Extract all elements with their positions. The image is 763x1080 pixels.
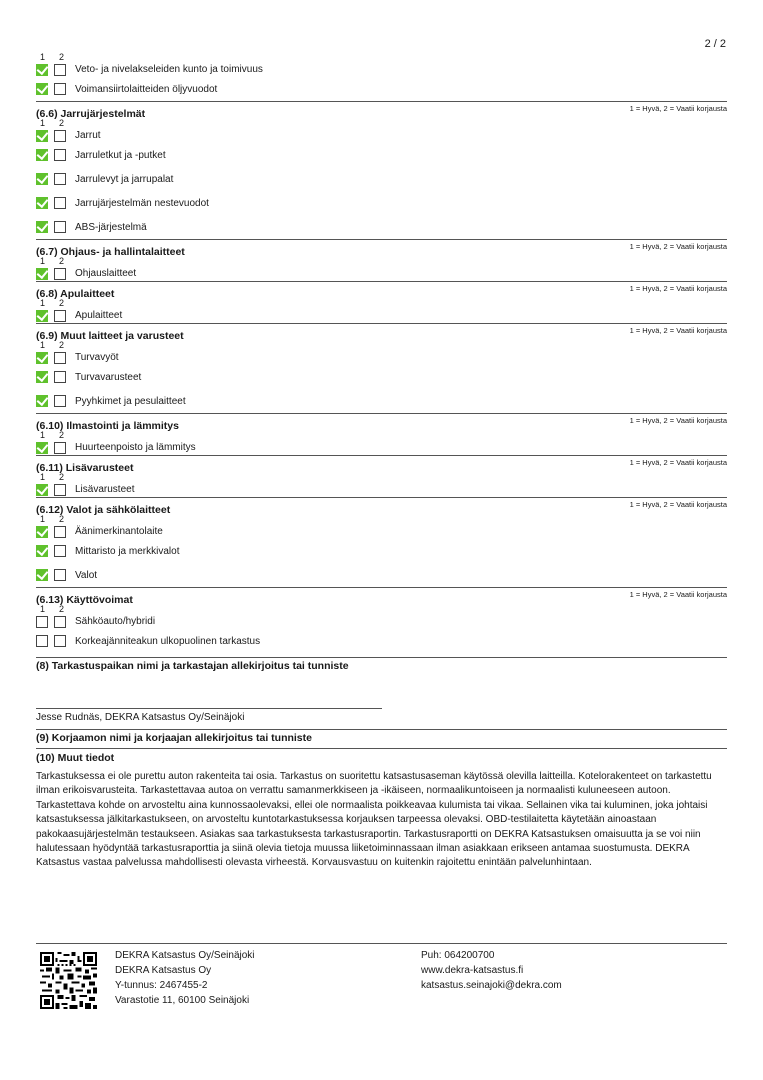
signature-line (36, 708, 382, 709)
column-label-good: 1 (40, 472, 46, 482)
checklist-item (36, 629, 727, 653)
section-title: (6.9) Muut laitteet ja varusteet (36, 330, 184, 342)
checklist-section (36, 323, 727, 413)
qr-code-icon (40, 952, 97, 1009)
checklist-item-label: Valot (75, 569, 98, 581)
good-checkbox[interactable] (36, 635, 48, 647)
column-label-repair: 2 (59, 256, 65, 266)
needs-repair-checkbox[interactable] (54, 484, 66, 496)
checklist-section (36, 497, 727, 587)
needs-repair-checkbox[interactable] (54, 352, 66, 364)
checklist-item (36, 365, 727, 389)
checklist-item (36, 440, 727, 455)
needs-repair-checkbox[interactable] (54, 130, 66, 142)
checklist-item-label: ABS-järjestelmä (75, 221, 147, 233)
section-header (36, 455, 727, 472)
checklist-item-label: Ohjauslaitteet (75, 268, 137, 279)
checklist-item (36, 308, 727, 323)
column-label-repair: 2 (59, 52, 65, 62)
column-label-good: 1 (40, 298, 46, 308)
checklist-item-label: Äänimerkinantolaite (75, 526, 163, 537)
needs-repair-checkbox[interactable] (54, 221, 66, 233)
contact-info (421, 948, 562, 1009)
column-numbers (36, 604, 727, 614)
section-title: (6.12) Valot ja sähkölaitteet (36, 504, 171, 516)
inspection-site-section (36, 657, 727, 723)
needs-repair-checkbox[interactable] (54, 635, 66, 647)
email-link[interactable]: katsastus.seinajoki@dekra.com (421, 980, 562, 991)
checklist-item-label: Turvavyöt (75, 352, 119, 363)
good-checkbox[interactable] (36, 149, 48, 161)
column-label-repair: 2 (59, 514, 65, 524)
checklist-section (36, 239, 727, 281)
good-checkbox[interactable] (36, 268, 48, 280)
section-title: (6.11) Lisävarusteet (36, 462, 134, 474)
section-header (36, 101, 727, 118)
checklist-item-label: Veto- ja nivelakseleiden kunto ja toimivuus (75, 64, 263, 75)
column-label-good: 1 (40, 52, 46, 62)
checklist-item (36, 167, 727, 191)
good-checkbox[interactable] (36, 442, 48, 454)
needs-repair-checkbox[interactable] (54, 616, 66, 628)
column-label-repair: 2 (59, 118, 65, 128)
section-title: (6.7) Ohjaus- ja hallintalaitteet (36, 246, 185, 258)
good-checkbox[interactable] (36, 526, 48, 538)
report-body (36, 52, 727, 871)
section-header (36, 239, 727, 256)
page-number: 2 / 2 (704, 38, 726, 50)
rating-legend: 1 = Hyvä, 2 = Vaatii korjausta (629, 104, 727, 113)
notes-title: (10) Muut tiedot (36, 752, 115, 764)
rating-legend: 1 = Hyvä, 2 = Vaatii korjausta (629, 242, 727, 251)
business-id: Y-tunnus: 2467455-2 (115, 980, 208, 991)
section-header (36, 413, 727, 430)
good-checkbox[interactable] (36, 395, 48, 407)
rating-legend: 1 = Hyvä, 2 = Vaatii korjausta (629, 284, 727, 293)
notes-text: Tarkastuksessa ei ole purettu auton rakenteita tai osia. Tarkastus on suoritettu katsastusaseman käytössä olevilla laitteilla. Kotelorakenteet on tarkastettu ilman erikoisvarusteita. Tarkastettavaa autoa on verrattu samanmerkkiseen ja -ikäiseen, normaalikuntoiseen ja normaalisti kuluneeseen autoon. Tarkastettava kohde on arvosteltu aina kunnossaolevaksi, ellei ole normaalista poikkeavaa kulumista tai vikaa. Sellainen vika tai kuluminen, joka johtaisi katsastuksessa jälkitarkastukseen, on arvosteltu kuntotarkastuksessa korjauksen tarpeessa olevaksi. OBD-testilaitetta käytetään ainoastaan pakokaasujärjestelmän testaukseen. Asiakas saa tarkastuksesta tarkastusraportin. Tarkastusraportti on DEKRA Katsastuksen omaisuutta ja se voi niin halutessaan hyödyntää tarkastusraporttia ja siinä olevia tietoja muussa liiketoiminnassaan ilman asiakkaan erikseen antamaa suostumusta. DEKRA Katsastus vastaa palvelussa mahdollisesti olevasta virheestä. Korvausvastuu on kuitenkin rajoitettu enintään palvelunhintaan. (36, 771, 712, 869)
checklist-item-label: Turvavarusteet (75, 371, 142, 383)
good-checkbox[interactable] (36, 173, 48, 185)
column-numbers (36, 472, 727, 482)
checklist-item (36, 389, 727, 413)
section-header (36, 281, 727, 298)
needs-repair-checkbox[interactable] (54, 526, 66, 538)
checklist-item (36, 143, 727, 167)
checklist-section (36, 101, 727, 239)
checklist-item (36, 563, 727, 587)
section-header (36, 323, 727, 340)
checklist-item-label: Jarrulevyt ja jarrupalat (75, 173, 174, 185)
needs-repair-checkbox[interactable] (54, 395, 66, 407)
column-label-good: 1 (40, 514, 46, 524)
needs-repair-checkbox[interactable] (54, 268, 66, 280)
section-title: (6.6) Jarrujärjestelmät (36, 108, 146, 120)
column-label-good: 1 (40, 340, 46, 350)
column-label-good: 1 (40, 256, 46, 266)
good-checkbox[interactable] (36, 545, 48, 557)
checklist-item-label: Jarrut (75, 130, 101, 141)
section-title: (6.8) Apulaitteet (36, 288, 115, 300)
checklist-item-label: Mittaristo ja merkkivalot (75, 545, 180, 557)
checklist-item (36, 77, 727, 101)
checklist-item (36, 482, 727, 497)
good-checkbox[interactable] (36, 197, 48, 209)
needs-repair-checkbox[interactable] (54, 83, 66, 95)
column-label-repair: 2 (59, 472, 65, 482)
company-address: Varastotie 11, 60100 Seinäjoki (115, 995, 250, 1006)
good-checkbox[interactable] (36, 130, 48, 142)
company-info (115, 948, 421, 1009)
rating-legend: 1 = Hyvä, 2 = Vaatii korjausta (629, 500, 727, 509)
column-label-good: 1 (40, 430, 46, 440)
good-checkbox[interactable] (36, 64, 48, 76)
section-title: (6.10) Ilmastointi ja lämmitys (36, 420, 179, 432)
checklist-item (36, 215, 727, 239)
good-checkbox[interactable] (36, 221, 48, 233)
checklist-item-label: Voimansiirtolaitteiden öljyvuodot (75, 83, 218, 95)
checklist-item-label: Korkeajänniteakun ulkopuolinen tarkastus (75, 635, 261, 647)
needs-repair-checkbox[interactable] (54, 173, 66, 185)
good-checkbox[interactable] (36, 371, 48, 383)
checklist-item-label: Lisävarusteet (75, 484, 135, 495)
checklist-item-label: Jarrujärjestelmän nestevuodot (75, 197, 209, 209)
checklist-item (36, 524, 727, 539)
needs-repair-checkbox[interactable] (54, 310, 66, 322)
checklist-section (36, 455, 727, 497)
checklist-item (36, 350, 727, 365)
checklist-section (36, 413, 727, 455)
phone-number: Puh: 064200700 (421, 950, 495, 961)
column-label-good: 1 (40, 604, 46, 614)
needs-repair-checkbox[interactable] (54, 64, 66, 76)
good-checkbox[interactable] (36, 352, 48, 364)
notes-section (36, 748, 727, 871)
rating-legend: 1 = Hyvä, 2 = Vaatii korjausta (629, 590, 727, 599)
workshop-section (36, 729, 727, 744)
inspection-site-title: (8) Tarkastuspaikan nimi ja tarkastajan allekirjoitus tai tunniste (36, 660, 349, 672)
rating-legend: 1 = Hyvä, 2 = Vaatii korjausta (629, 458, 727, 467)
rating-legend: 1 = Hyvä, 2 = Vaatii korjausta (629, 326, 727, 335)
website-link[interactable]: www.dekra-katsastus.fi (421, 965, 524, 976)
checklist-item-label: Huurteenpoisto ja lämmitys (75, 442, 196, 453)
good-checkbox[interactable] (36, 310, 48, 322)
checklist-item (36, 539, 727, 563)
column-label-repair: 2 (59, 340, 65, 350)
column-label-repair: 2 (59, 604, 65, 614)
good-checkbox[interactable] (36, 616, 48, 628)
column-label-repair: 2 (59, 298, 65, 308)
good-checkbox[interactable] (36, 569, 48, 581)
company-line: DEKRA Katsastus Oy (115, 965, 212, 976)
column-numbers (36, 52, 727, 62)
checklist-item-label: Sähköauto/hybridi (75, 616, 156, 627)
rating-legend: 1 = Hyvä, 2 = Vaatii korjausta (629, 416, 727, 425)
checklist-item (36, 191, 727, 215)
needs-repair-checkbox[interactable] (54, 371, 66, 383)
good-checkbox[interactable] (36, 484, 48, 496)
column-label-repair: 2 (59, 430, 65, 440)
inspector-name: Jesse Rudnäs, DEKRA Katsastus Oy/Seinäjoki (36, 712, 245, 723)
needs-repair-checkbox[interactable] (54, 442, 66, 454)
checklist-section (36, 587, 727, 653)
checklist-item-label: Jarruletkut ja -putket (75, 149, 166, 161)
checklist-item (36, 266, 727, 281)
column-label-good: 1 (40, 118, 46, 128)
needs-repair-checkbox[interactable] (54, 569, 66, 581)
checklist (36, 52, 727, 653)
section-title: (6.13) Käyttövoimat (36, 594, 133, 606)
needs-repair-checkbox[interactable] (54, 149, 66, 161)
checklist-section (36, 281, 727, 323)
checklist-item (36, 62, 727, 77)
needs-repair-checkbox[interactable] (54, 197, 66, 209)
section-header (36, 587, 727, 604)
checklist-item-label: Apulaitteet (75, 310, 123, 321)
checklist-item (36, 128, 727, 143)
checklist-item-label: Pyyhkimet ja pesulaitteet (75, 395, 186, 407)
footer (36, 943, 727, 1009)
column-numbers (36, 298, 727, 308)
workshop-title: (9) Korjaamon nimi ja korjaajan allekirjoitus tai tunniste (36, 732, 312, 744)
needs-repair-checkbox[interactable] (54, 545, 66, 557)
section-header (36, 497, 727, 514)
good-checkbox[interactable] (36, 83, 48, 95)
checklist-item (36, 614, 727, 629)
company-line: DEKRA Katsastus Oy/Seinäjoki (115, 950, 255, 961)
